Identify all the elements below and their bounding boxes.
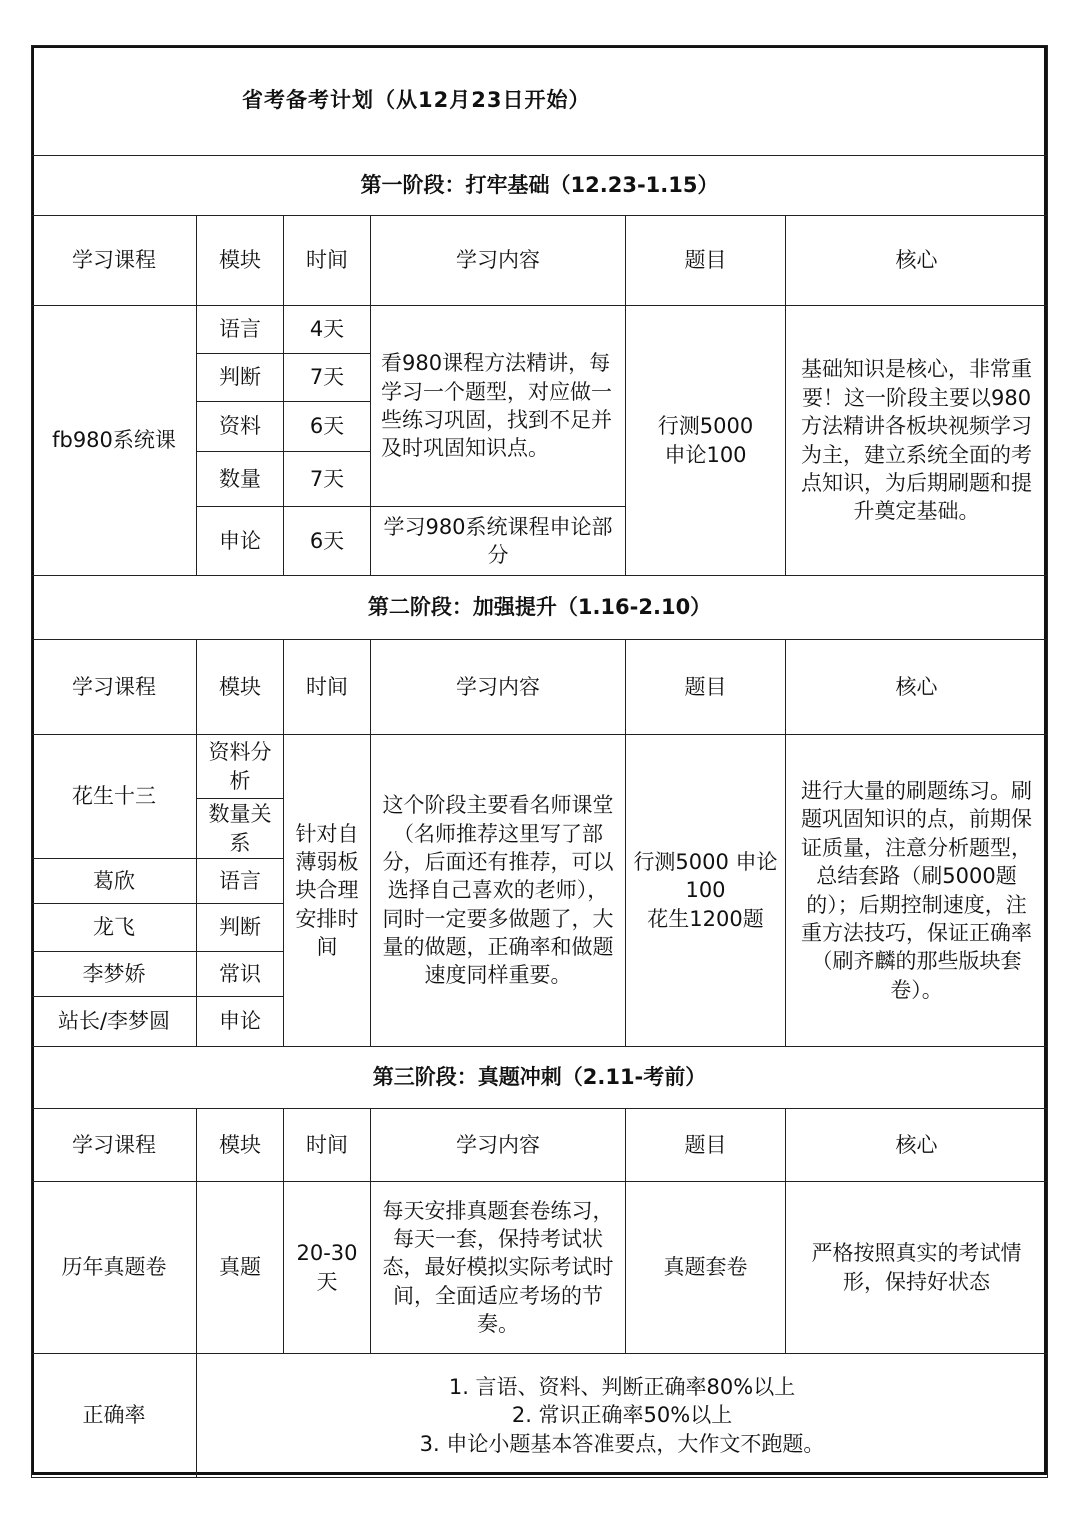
- stage-1-course: fb980系统课: [32, 306, 197, 576]
- stage-2-course: 龙飞: [32, 904, 197, 952]
- header-questions: 题目: [626, 640, 786, 735]
- stage-3-core: 严格按照真实的考试情形，保持好状态: [786, 1182, 1048, 1354]
- stage-2-module: 资料分析: [197, 735, 284, 799]
- stage-3-course: 历年真题卷: [32, 1182, 197, 1354]
- stage-2-time: 针对自薄弱板块合理安排时间: [284, 735, 371, 1047]
- stage-3-content: 每天安排真题套卷练习，每天一套，保持考试状态，最好模拟实际考试时间，全面适应考场的节奏。: [371, 1182, 626, 1354]
- header-content: 学习内容: [371, 1109, 626, 1182]
- header-time: 时间: [284, 1109, 371, 1182]
- study-plan-table: [31, 45, 1048, 1478]
- accuracy-line: 2. 常识正确率50%以上: [511, 1403, 733, 1428]
- header-time: 时间: [284, 216, 371, 306]
- stage-2-module: 数量关系: [197, 799, 284, 859]
- stage-3-questions: 真题套卷: [626, 1182, 786, 1354]
- header-module: 模块: [197, 216, 284, 306]
- stage-2-module: 申论: [197, 997, 284, 1047]
- stage-3-module: 真题: [197, 1182, 284, 1354]
- header-questions: 题目: [626, 216, 786, 306]
- stage-1-content: 看980课程方法精讲，每学习一个题型，对应做一些练习巩固，找到不足并及时巩固知识点。: [371, 306, 626, 507]
- header-course: 学习课程: [32, 1109, 197, 1182]
- stage-2-core: 进行大量的刷题练习。刷题巩固知识的点，前期保证质量，注意分析题型，总结套路（刷5000题的）；后期控制速度，注重方法技巧，保证正确率（刷齐麟的那些版块套卷）。: [786, 735, 1048, 1047]
- stage-1-time: 7天: [284, 452, 371, 507]
- header-core: 核心: [786, 640, 1048, 735]
- stage-3-time: 20-30天: [284, 1182, 371, 1354]
- stage-2-module: 判断: [197, 904, 284, 952]
- stage-1-questions: 行测5000 申论100: [626, 306, 786, 576]
- header-core: 核心: [786, 216, 1048, 306]
- stage-2-title: 第二阶段：加强提升（1.16-2.10）: [32, 576, 1048, 640]
- stage-1-shenlun-content: 学习980系统课程申论部分: [371, 507, 626, 576]
- stage-1-time: 6天: [284, 402, 371, 452]
- page-title: 省考备考计划（从12月23日开始）: [32, 46, 1048, 156]
- stage-3-title: 第三阶段：真题冲刺（2.11-考前）: [32, 1047, 1048, 1109]
- stage-2-course: 花生十三: [32, 735, 197, 859]
- accuracy-line: 1. 言语、资料、判断正确率80%以上: [448, 1374, 796, 1399]
- stage-1-module: 申论: [197, 507, 284, 576]
- stage-1-time: 7天: [284, 354, 371, 402]
- header-module: 模块: [197, 640, 284, 735]
- header-module: 模块: [197, 1109, 284, 1182]
- header-core: 核心: [786, 1109, 1048, 1182]
- stage-2-course: 站长/李梦圆: [32, 997, 197, 1047]
- stage-1-module: 判断: [197, 354, 284, 402]
- stage-2-module: 常识: [197, 952, 284, 997]
- stage-2-course: 李梦娇: [32, 952, 197, 997]
- stage-2-content: 这个阶段主要看名师课堂（名师推荐这里写了部分，后面还有推荐，可以选择自己喜欢的老师），同时一定要多做题了，大量的做题，正确率和做题速度同样重要。: [371, 735, 626, 1047]
- stage-1-module: 数量: [197, 452, 284, 507]
- stage-2-course: 葛欣: [32, 859, 197, 904]
- header-content: 学习内容: [371, 216, 626, 306]
- stage-2-questions: 行测5000 申论100 花生1200题: [626, 735, 786, 1047]
- stage-2-module: 语言: [197, 859, 284, 904]
- accuracy-line: 3. 申论小题基本答准要点，大作文不跑题。: [419, 1431, 825, 1456]
- accuracy-goals: [197, 1354, 1048, 1478]
- stage-1-title: 第一阶段：打牢基础（12.23-1.15）: [32, 156, 1048, 216]
- stage-1-core: 基础知识是核心，非常重要！这一阶段主要以980方法精讲各板块视频学习为主，建立系统全面的考点知识，为后期刷题和提升奠定基础。: [786, 306, 1048, 576]
- accuracy-label: 正确率: [32, 1354, 197, 1478]
- stage-1-module: 语言: [197, 306, 284, 354]
- header-time: 时间: [284, 640, 371, 735]
- header-course: 学习课程: [32, 216, 197, 306]
- header-content: 学习内容: [371, 640, 626, 735]
- stage-1-time: 4天: [284, 306, 371, 354]
- stage-1-module: 资料: [197, 402, 284, 452]
- header-questions: 题目: [626, 1109, 786, 1182]
- stage-1-time: 6天: [284, 507, 371, 576]
- header-course: 学习课程: [32, 640, 197, 735]
